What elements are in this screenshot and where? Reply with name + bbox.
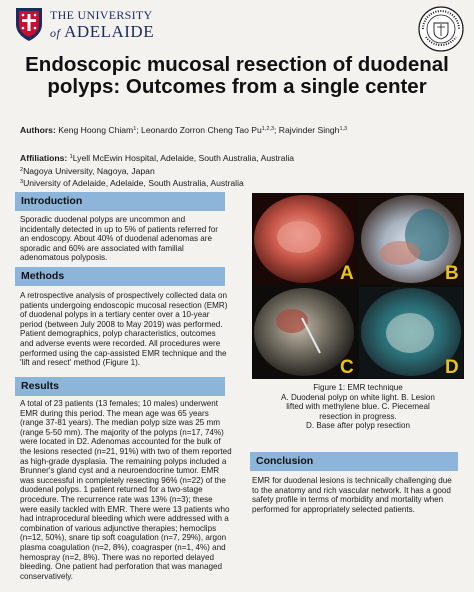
poster-header [0, 0, 474, 50]
author-name: ; Leonardo Zorron Cheng Tao Pu [136, 125, 262, 135]
authors-line: Authors: Keng Hoong Chiam$^1$; Leonardo Zorron Cheng Tao Pu$^{1,2,3}$; Rajvinder Singh$^{1,3}$ [20, 125, 348, 135]
hospital-seal-icon [418, 6, 464, 52]
university-logo [14, 6, 164, 44]
panel-label-a: A [340, 263, 354, 284]
introduction-text: Sporadic duodenal polyps are uncommon and incidentally detected in up to 5% of patients referred for an endoscopy. About 40% of duodenal adenomas are sporadic and 60% are associated with familial adenomatous polyposis. [20, 215, 218, 263]
university-name-line1: THE UNIVERSITY [50, 8, 153, 22]
university-name-line2: of ADELAIDE [50, 22, 155, 41]
panel-label-c: C [340, 357, 354, 378]
methods-text: A retrospective analysis of prospectively collected data on patients undergoing endoscopic mucosal resection (EMR) of duodenal polyps in a tertiary center over a 10-year period (between July 2008 to May 2019) was performed. Patient demographics, polyp characteristics, outcomes and adverse events were recorded. All procedures were performed using the cap-assisted EMR technique and the 'lift and resect' method (Figure 1). [20, 291, 228, 368]
affiliations-label: Affiliations: [20, 153, 68, 163]
emr-technique-figure [252, 193, 464, 379]
conclusion-text: EMR for duodenal lesions is technically challenging due to the anatomy and rich vascular network. It has a good safety profile in terms of morbidity and mortality when performed for appropriately selected patients. [252, 476, 452, 514]
figure-caption: Figure 1: EMR technique A. Duodenal polyp on white light. B. Lesion lifted with methylene blue. C. Piecemeal resection in progress. D. Base after polyp resection [281, 383, 435, 431]
author-name: Keng Hoong Chiam [58, 125, 134, 135]
panel-label-b: B [445, 263, 459, 284]
author-name: ; Rajvinder Singh [274, 125, 340, 135]
conclusion-heading: Conclusion [250, 452, 458, 471]
affiliation-item: $^3$University of Adelaide, Adelaide, South Australia, Australia [20, 178, 244, 188]
authors-label: Authors: [20, 125, 56, 135]
panel-label-d: D [445, 357, 459, 378]
affiliation-item: Affiliations: $^1$Lyell McEwin Hospital, Adelaide, South Australia, Australia [20, 153, 295, 163]
results-text: A total of 23 patients (13 females; 10 males) underwent EMR during this period. The mean age was 65 years (range 37-81 years). The median polyp size was 25 mm (range 5-50 mm). The majority of the polyps (n=17, 74%) were located in D2. Adenomas accounted for the bulk of the lesions resected (n=21, 91%) with two of them reported as high-grade dysplasia. The remaining polyps included a Brunner's gland cyst and a neuroendocrine tumor. EMR was successful in completely resecting 96% (n=22) of the duodenal polyps. 1 patient returned for a two-stage procedure. The recurrence rate was 13% (n=3); these were easily tackled with EMR. There were 13 patients who had intraprocedural bleeding which were addressed with a combination of various adjunctive therapies; hemoclips (n=12, 50%), snare tip soft coagulation (n=7, 29%), argon plasma coagulation (n=2, 8%), coagrasper (n=1, 4%) and hemospray (n=2, 8%). There was no reported delayed bleeding. One patient had perforation that was managed conservatively. [20, 399, 232, 581]
introduction-heading: Introduction [15, 192, 225, 211]
poster-title: Endoscopic mucosal resection of duodenal polyps: Outcomes from a single center [25, 53, 449, 98]
affiliation-item: $^2$Nagoya University, Nagoya, Japan [20, 165, 155, 176]
methods-heading: Methods [15, 267, 225, 286]
results-heading: Results [15, 377, 225, 396]
university-crest-icon [14, 6, 44, 42]
affiliations-block [20, 152, 460, 190]
